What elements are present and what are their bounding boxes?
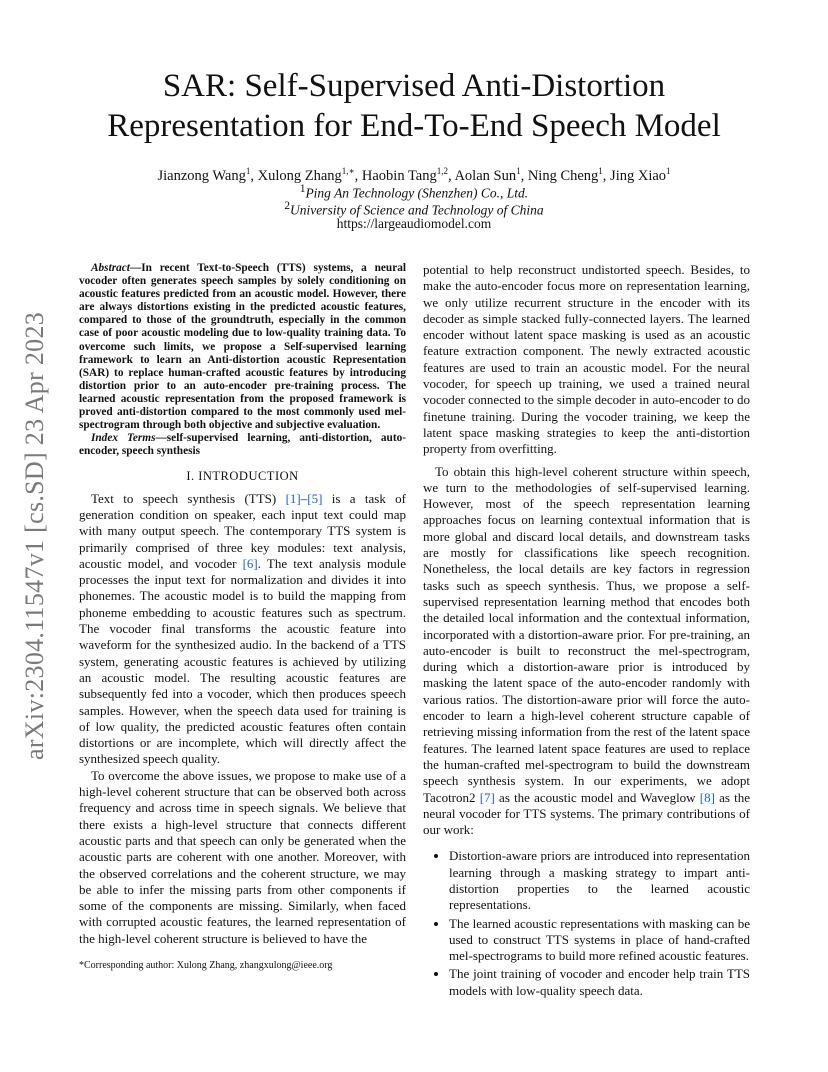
right-column [423,262,750,1001]
list-item: • Distortion-aware priors are introduced into representation learning through a masking strategy to impart anti-distortion properties to the learned acoustic representations. [449,848,750,913]
footnote: *Corresponding author: Xulong Zhang, zhangxulong@ieee.org [79,960,333,971]
paper-title [60,66,768,146]
index-terms: Index Terms—self-supervised learning, anti-distortion, auto-encoder, speech synthesis [79,432,406,458]
author: Aolan Sun$^1$, [454,166,528,184]
section-heading-introduction: I. INTRODUCTION [186,469,299,484]
citation-link[interactable]: [7] [479,789,495,805]
intro-paragraph-3: potential to help reconstruct undistorted speech. Besides, to make the auto-encoder focus more on representation learning, we only utilize recurrent structure in the encoder with its decoder as simple stacked fully-connected layers. The learned encoder without latent space masking is used as an acoustic feature extraction component. The newly extracted acoustic features are used to train an acoustic model. For the neural vocoder, for speech up training, we used a trained neural vocoder connected to the simple decoder in auto-encoder to do finetune training. During the vocoder training, we keep the latent space masking strategies to keep the anti-distortion property from overfitting. [423,262,750,457]
author: Ning Cheng$^1$, [527,166,611,184]
citation-link[interactable]: [6] [242,555,258,571]
abstract: Abstract—In recent Text-to-Speech (TTS) systems, a neural vocoder often generates speech samples by solely conditioning on acoustic features predicted from an acoustic model. However, there are always distortions existing in the predicted acoustic features, compared to those of the groundtruth, especially in the common case of poor acoustic modeling due to low-quality training data. To overcome such limits, we propose a Self-supervised learning framework to learn an Anti-distortion acoustic Representation (SAR) to replace human-crafted acoustic features by introducing distortion prior to an auto-encoder pre-training process. The learned acoustic representation from the proposed framework is proved anti-distortion compared to the most commonly used mel-spectrogram through both objective and subjective evaluation. [79,262,406,432]
left-column [79,262,406,947]
intro-paragraph-1: Text to speech synthesis (TTS) [1]–[5] is a task of generation condition on speaker, each input text could map with many output speech. The contemporary TTS system is primarily comprised of three key modules: text analysis, acoustic model, and vocoder [6]. The text analysis module processes the input text for normalization and divides it into phonemes. The acoustic model is to build the mapping from phoneme embedding to acoustic features such as spectrum. The vocoder final transforms the acoustic feature into waveform for the synthesized audio. In the backend of a TTS system, generating acoustic features is achieved by utilizing an acoustic model. The resulting acoustic features are subsequently fed into a vocoder, which then produces speech samples. However, when the speech data used for training is of low quality, the predicted acoustic features often contain distortions or are incomplete, which will directly affect the synthesized speech quality. [79,490,406,767]
intro-paragraph-2: To overcome the above issues, we propose to make use of a high-level coherent structure that can be observed both across frequency and across time in speech signals. We believe that there exists a high-level structure that connects different acoustic parts and that speech can only be generated when the acoustic parts are coherent with one another. Moreover, with the observed correlations and the coherent structure, we may be able to infer the missing parts from other components if some of the components are missing. Similarly, when faced with corrupted acoustic features, the learned representation of the high-level coherent structure is believed to have the [79,767,406,946]
citation-link[interactable]: [8] [699,789,715,805]
intro-paragraph-4: To obtain this high-level coherent structure within speech, we turn to the methodologies of self-supervised learning. However, most of the speech representation learning approaches focus on learning contextual information that is more global and discard local details, and downstream tasks are mostly for classifications like speech recognition. Nonetheless, the local details are key factors in regression tasks such as speech synthesis. Thus, we propose a self-supervised representation learning method that encodes both the detailed local information and the contextual information, incorporated with a distortion-aware prior. For pre-training, an auto-encoder is built to reconstruct the mel-spectrogram, during which a distortion-aware prior is introduced by masking the latent space of the auto-encoder randomly with various ratios. The distortion-aware prior will force the auto-encoder to learn a high-level coherent structure capable of retrieving missing information from the rest of the latent space features. The learned latent space features are used to replace the human-crafted mel-spectrogram to build the downstream speech synthesis system. In our experiments, we adopt Tacotron2 [7] as the acoustic model and Waveglow [8] as the neural vocoder for TTS systems. The primary contributions of our work: [423,463,750,838]
list-item: • The learned acoustic representations with masking can be used to construct TTS systems in place of hand-crafted mel-spectrograms to build more refined acoustic features. [449,916,750,965]
citation-link[interactable]: [5] [307,490,323,506]
affiliation-2: $^2$University of Science and Technology of China [284,200,544,218]
author: Haobin Tang$^{1,2}$, [361,166,455,184]
title-line-2: Representation for End-To-End Speech Model [107,108,721,144]
list-item: • The joint training of vocoder and encoder help train TTS models with low-quality speech data. [449,966,750,999]
project-url[interactable]: https://largeaudiomodel.com [336,216,492,231]
author: Xulong Zhang$^{1,∗}$, [257,166,362,184]
title-line-1: SAR: Self-Supervised Anti-Distortion [162,68,666,104]
contribution-list [423,848,750,999]
author: Jianzong Wang$^1$, [157,166,258,184]
arxiv-identifier: arXiv:2304.11547v1 [cs.SD] 23 Apr 2023 [20,311,49,760]
citation-link[interactable]: [1] [285,490,301,506]
author: Jing Xiao$^1$ [610,166,671,184]
affiliation-1: $^1$Ping An Technology (Shenzhen) Co., Ltd. [299,183,529,201]
